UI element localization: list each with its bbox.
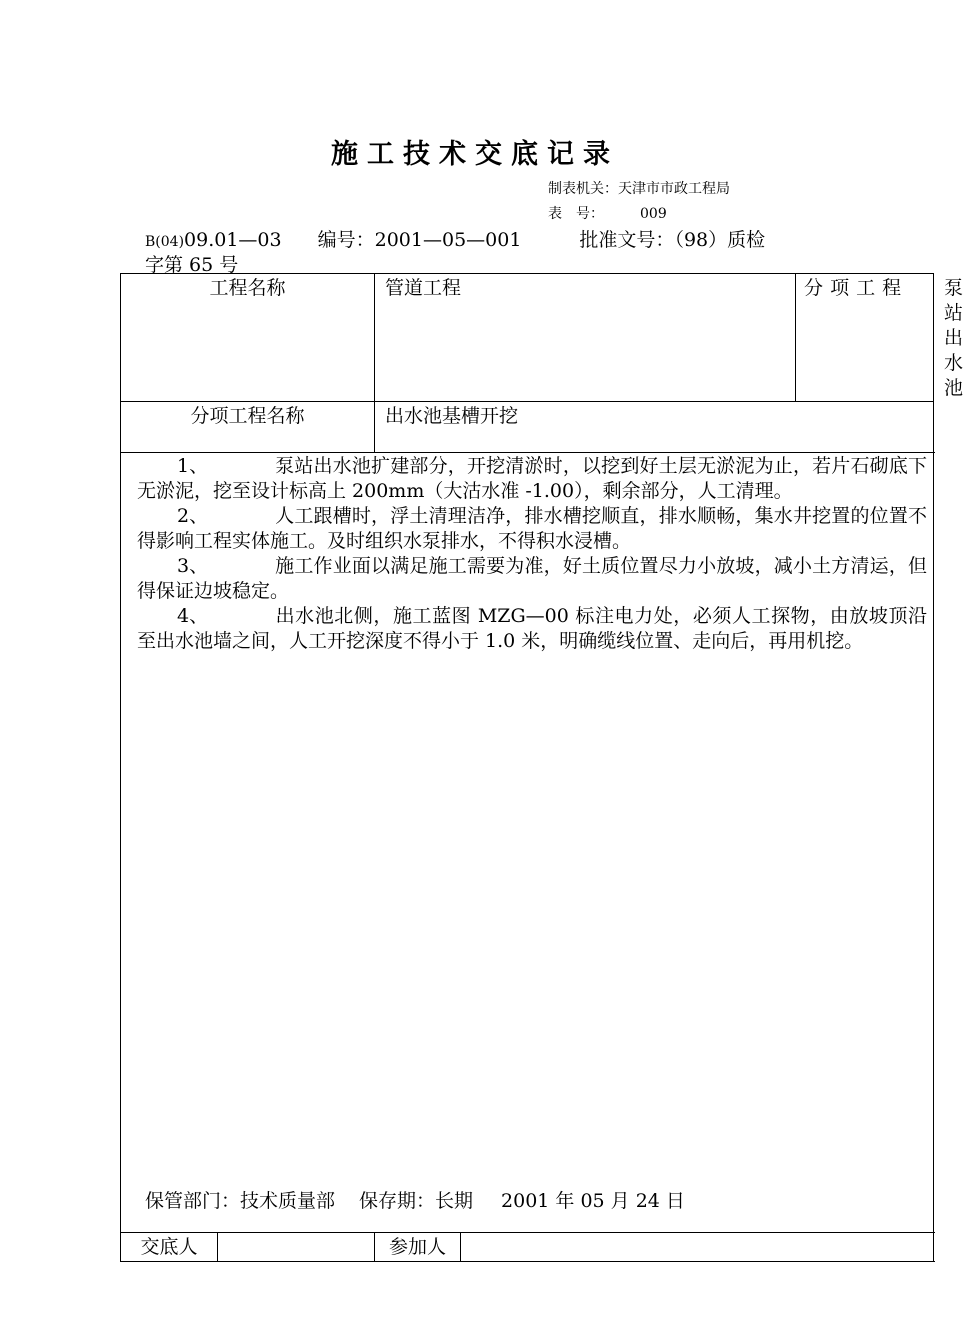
- serial-value: 2001—05—001: [374, 229, 522, 251]
- sub-item-name-label: 分项工程名称: [121, 402, 375, 453]
- project-name-value: 管道工程: [375, 274, 796, 402]
- footer-date: 2001 年 05 月 24 日: [501, 1190, 685, 1212]
- disclosure-form-table: [120, 273, 963, 1262]
- approval-value-part1: （98）质检: [674, 229, 766, 251]
- disclosure-content: [121, 453, 934, 1233]
- sub-item-name-value: 出水池基槽开挖: [375, 402, 934, 453]
- project-name-label: 工程名称: [121, 274, 375, 402]
- document-code-line: [145, 225, 765, 252]
- content-item: 4、 出水池北侧，施工蓝图 MZG—00 标注电力处，必须人工探物，由放坡顶沿至出水池墙之间，人工开挖深度不得小于 1.0 米，明确缆线位置、走向后，再用机挖。: [137, 605, 928, 652]
- footer-retention: 保存期：长期: [359, 1190, 474, 1212]
- participant-value: [461, 1233, 934, 1262]
- approval-label: 批准文号：: [579, 229, 675, 251]
- table-number-line: [548, 203, 667, 223]
- participant-label: 参加人: [375, 1233, 461, 1262]
- table-number-value: 009: [640, 206, 667, 222]
- approval-value-part2: 字第 65 号: [145, 254, 239, 276]
- content-row: [121, 453, 934, 1233]
- presenter-value: [218, 1233, 375, 1262]
- page-title: 施工技术交底记录: [331, 139, 619, 170]
- issuer-line: 制表机关：天津市市政工程局: [548, 181, 730, 197]
- project-row: 工程名称 管道工程 分 项 工 程 泵站出水池: [121, 274, 934, 402]
- signature-row: [121, 1233, 934, 1262]
- sub-item-name-row: [121, 402, 934, 453]
- content-item: 1、 泵站出水池扩建部分，开挖清淤时，以挖到好土层无淤泥为止，若片石砌底下无淤泥，挖至设计标高上 200mm（大沽水准 -1.00），剩余部分，人工清理。: [137, 455, 928, 502]
- content-item: 2、 人工跟槽时，浮土清理洁净，排水槽挖顺直，排水顺畅，集水井挖置的位置不得影响工程实体施工。及时组织水泵排水，不得积水浸槽。: [137, 505, 928, 552]
- content-item: 3、 施工作业面以满足施工需要为准，好土质位置尽力小放坡，减小土方清运，但得保证边坡稳定。: [137, 555, 928, 602]
- footer: [145, 1186, 685, 1213]
- code-prefix: B(04): [145, 234, 185, 250]
- footer-department: 保管部门：技术质量部: [145, 1190, 336, 1212]
- presenter-label: 交底人: [121, 1233, 218, 1262]
- code-main: 09.01—03: [184, 229, 282, 251]
- sub-item-label: 分 项 工 程: [796, 274, 934, 402]
- table-number-label: 表 号：: [548, 206, 604, 222]
- serial-label: 编号：: [317, 229, 375, 251]
